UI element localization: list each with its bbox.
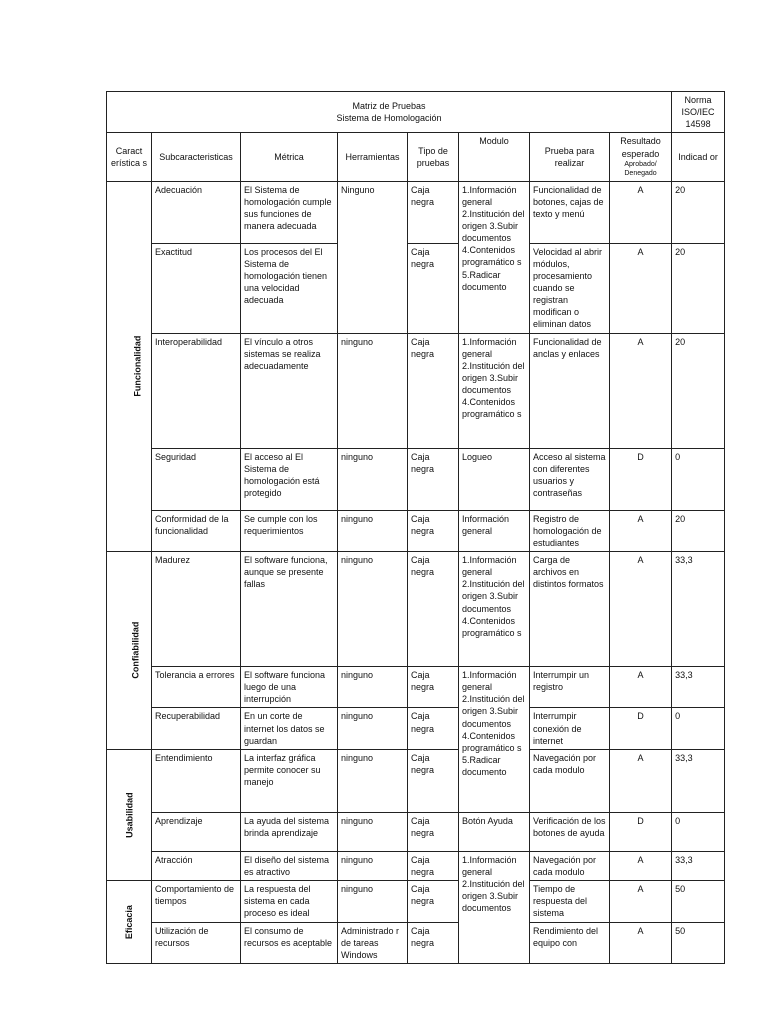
cell-metrica: El diseño del sistema es atractivo	[241, 851, 338, 880]
header-modulo: Modulo	[459, 133, 530, 181]
cell-modulo: 1.Información general 2.Institución del origen 3.Subir documentos 4.Contenidos programático s 5.Radicar documento	[459, 181, 530, 333]
cell-modulo: Información general	[459, 510, 530, 551]
table-row	[107, 666, 725, 707]
cell-prueba: Tiempo de respuesta del sistema	[530, 881, 610, 922]
cell-res: A	[610, 243, 672, 333]
table-row	[107, 551, 725, 666]
cell-prueba: Carga de archivos en distintos formatos	[530, 551, 610, 666]
header-tipo: Tipo de pruebas	[408, 133, 459, 181]
cell-ind: 0	[672, 448, 725, 510]
cell-herr: Ninguno	[338, 181, 408, 333]
cell-tipo: Caja negra	[408, 333, 459, 448]
cell-sub: Utilización de recursos	[152, 922, 241, 963]
cell-metrica: Se cumple con los requerimientos	[241, 510, 338, 551]
title-line1: Matriz de Pruebas	[352, 101, 426, 112]
cell-tipo: Caja negra	[408, 181, 459, 243]
header-herramientas: Herramientas	[338, 133, 408, 181]
cell-tipo: Caja negra	[408, 551, 459, 666]
category-label: Eficacia	[123, 905, 134, 940]
cell-modulo: 1.Información general 2.Institución del origen 3.Subir documentos 4.Contenidos programático s 5.Radicar documento	[459, 666, 530, 812]
table-row	[107, 922, 725, 963]
cell-prueba: Funcionalidad de anclas y enlaces	[530, 333, 610, 448]
category-confiabilidad	[107, 551, 152, 749]
cell-sub: Atracción	[152, 851, 241, 880]
cell-tipo: Caja negra	[408, 881, 459, 922]
cell-prueba: Interrumpir un registro	[530, 666, 610, 707]
cell-ind: 50	[672, 922, 725, 963]
cell-prueba: Navegación por cada modulo	[530, 851, 610, 880]
cell-res: A	[610, 922, 672, 963]
cell-ind: 20	[672, 333, 725, 448]
cell-sub: Madurez	[152, 551, 241, 666]
cell-metrica: En un corte de internet los datos se guardan	[241, 708, 338, 749]
cell-metrica: El vínculo a otros sistemas se realiza adecuadamente	[241, 333, 338, 448]
cell-metrica: El software funciona luego de una interrupción	[241, 666, 338, 707]
cell-sub: Interoperabilidad	[152, 333, 241, 448]
cell-res: A	[610, 551, 672, 666]
cell-herr: ninguno	[338, 851, 408, 880]
cell-ind: 0	[672, 812, 725, 851]
cell-res: A	[610, 851, 672, 880]
category-eficacia	[107, 881, 152, 964]
norma-label: Norma ISO/IEC 14598	[672, 92, 725, 133]
cell-herr: ninguno	[338, 749, 408, 812]
table-row	[107, 510, 725, 551]
cell-ind: 33,3	[672, 666, 725, 707]
cell-herr: ninguno	[338, 708, 408, 749]
cell-metrica: El acceso al El Sistema de homologación está protegido	[241, 448, 338, 510]
table-row	[107, 181, 725, 243]
cell-prueba: Interrumpir conexión de internet	[530, 708, 610, 749]
cell-ind: 20	[672, 510, 725, 551]
cell-sub: Comportamiento de tiempos	[152, 881, 241, 922]
cell-metrica: El Sistema de homologación cumple sus funciones de manera adecuada	[241, 181, 338, 243]
table-row	[107, 812, 725, 851]
cell-metrica: El consumo de recursos es aceptable	[241, 922, 338, 963]
cell-prueba: Funcionalidad de botones, cajas de texto y menú	[530, 181, 610, 243]
cell-res: A	[610, 666, 672, 707]
cell-sub: Conformidad de la funcionalidad	[152, 510, 241, 551]
cell-metrica: La interfaz gráfica permite conocer su manejo	[241, 749, 338, 812]
table-row	[107, 448, 725, 510]
cell-herr: ninguno	[338, 448, 408, 510]
cell-res: D	[610, 708, 672, 749]
table-row	[107, 243, 725, 333]
category-label: Confiabilidad	[130, 621, 141, 679]
cell-prueba: Acceso al sistema con diferentes usuarios y contraseñas	[530, 448, 610, 510]
table-row	[107, 881, 725, 922]
header-subcaract: Subcaracteristicas	[152, 133, 241, 181]
cell-prueba: Navegación por cada modulo	[530, 749, 610, 812]
header-resultado-label: Resultado esperado	[620, 136, 661, 159]
table-row	[107, 708, 725, 749]
cell-res: A	[610, 881, 672, 922]
cell-herr: ninguno	[338, 666, 408, 707]
header-caract: Caract erística s	[107, 133, 152, 181]
category-funcionalidad	[107, 181, 152, 551]
cell-sub: Entendimiento	[152, 749, 241, 812]
category-usabilidad	[107, 749, 152, 880]
cell-herr: ninguno	[338, 881, 408, 922]
cell-prueba: Registro de homologación de estudiantes	[530, 510, 610, 551]
cell-prueba: Velocidad al abrir módulos, procesamiento cuando se registran modifican o eliminan datos	[530, 243, 610, 333]
cell-modulo: 1.Información general 2.Institución del origen 3.Subir documentos 4.Contenidos programático s	[459, 333, 530, 448]
header-metrica: Métrica	[241, 133, 338, 181]
table-row	[107, 851, 725, 880]
table-row	[107, 333, 725, 448]
title-line2: Sistema de Homologación	[336, 113, 442, 124]
cell-modulo: 1.Información general 2.Institución del origen 3.Subir documentos 4.Contenidos programático s	[459, 551, 530, 666]
cell-herr: ninguno	[338, 551, 408, 666]
cell-res: D	[610, 812, 672, 851]
cell-tipo: Caja negra	[408, 708, 459, 749]
cell-metrica: La respuesta del sistema en cada proceso es ideal	[241, 881, 338, 922]
cell-sub: Adecuación	[152, 181, 241, 243]
cell-sub: Recuperabilidad	[152, 708, 241, 749]
cell-metrica: El software funciona, aunque se presente fallas	[241, 551, 338, 666]
cell-prueba: Rendimiento del equipo con	[530, 922, 610, 963]
header-row	[107, 133, 725, 181]
header-resultado	[610, 133, 672, 181]
cell-ind: 33,3	[672, 749, 725, 812]
cell-modulo: Botón Ayuda	[459, 812, 530, 851]
cell-herr: ninguno	[338, 333, 408, 448]
table-title	[107, 92, 672, 133]
cell-modulo: 1.Información general 2.Institución del origen 3.Subir documentos	[459, 851, 530, 963]
cell-ind: 20	[672, 243, 725, 333]
cell-tipo: Caja negra	[408, 448, 459, 510]
cell-tipo: Caja negra	[408, 851, 459, 880]
cell-prueba: Verificación de los botones de ayuda	[530, 812, 610, 851]
cell-metrica: Los procesos del El Sistema de homologación tienen una velocidad adecuada	[241, 243, 338, 333]
cell-sub: Tolerancia a errores	[152, 666, 241, 707]
cell-res: A	[610, 333, 672, 448]
header-prueba: Prueba para realizar	[530, 133, 610, 181]
cell-tipo: Caja negra	[408, 510, 459, 551]
cell-modulo: Logueo	[459, 448, 530, 510]
category-label: Funcionalidad	[132, 335, 143, 397]
cell-res: D	[610, 448, 672, 510]
cell-tipo: Caja negra	[408, 922, 459, 963]
cell-metrica: La ayuda del sistema brinda aprendizaje	[241, 812, 338, 851]
cell-res: A	[610, 749, 672, 812]
cell-res: A	[610, 181, 672, 243]
table-row	[107, 749, 725, 812]
cell-tipo: Caja negra	[408, 812, 459, 851]
cell-ind: 33,3	[672, 851, 725, 880]
header-resultado-sub: Aprobado/ Denegado	[624, 160, 657, 178]
cell-tipo: Caja negra	[408, 666, 459, 707]
cell-tipo: Caja negra	[408, 243, 459, 333]
cell-herr: ninguno	[338, 812, 408, 851]
cell-herr: ninguno	[338, 510, 408, 551]
cell-ind: 0	[672, 708, 725, 749]
cell-sub: Aprendizaje	[152, 812, 241, 851]
header-indicador: Indicad or	[672, 133, 725, 181]
cell-sub: Exactitud	[152, 243, 241, 333]
cell-res: A	[610, 510, 672, 551]
cell-ind: 20	[672, 181, 725, 243]
cell-herr: Administrado r de tareas Windows	[338, 922, 408, 963]
category-label: Usabilidad	[124, 792, 135, 838]
cell-sub: Seguridad	[152, 448, 241, 510]
cell-ind: 33,3	[672, 551, 725, 666]
cell-tipo: Caja negra	[408, 749, 459, 812]
cell-ind: 50	[672, 881, 725, 922]
test-matrix-table	[106, 91, 725, 964]
